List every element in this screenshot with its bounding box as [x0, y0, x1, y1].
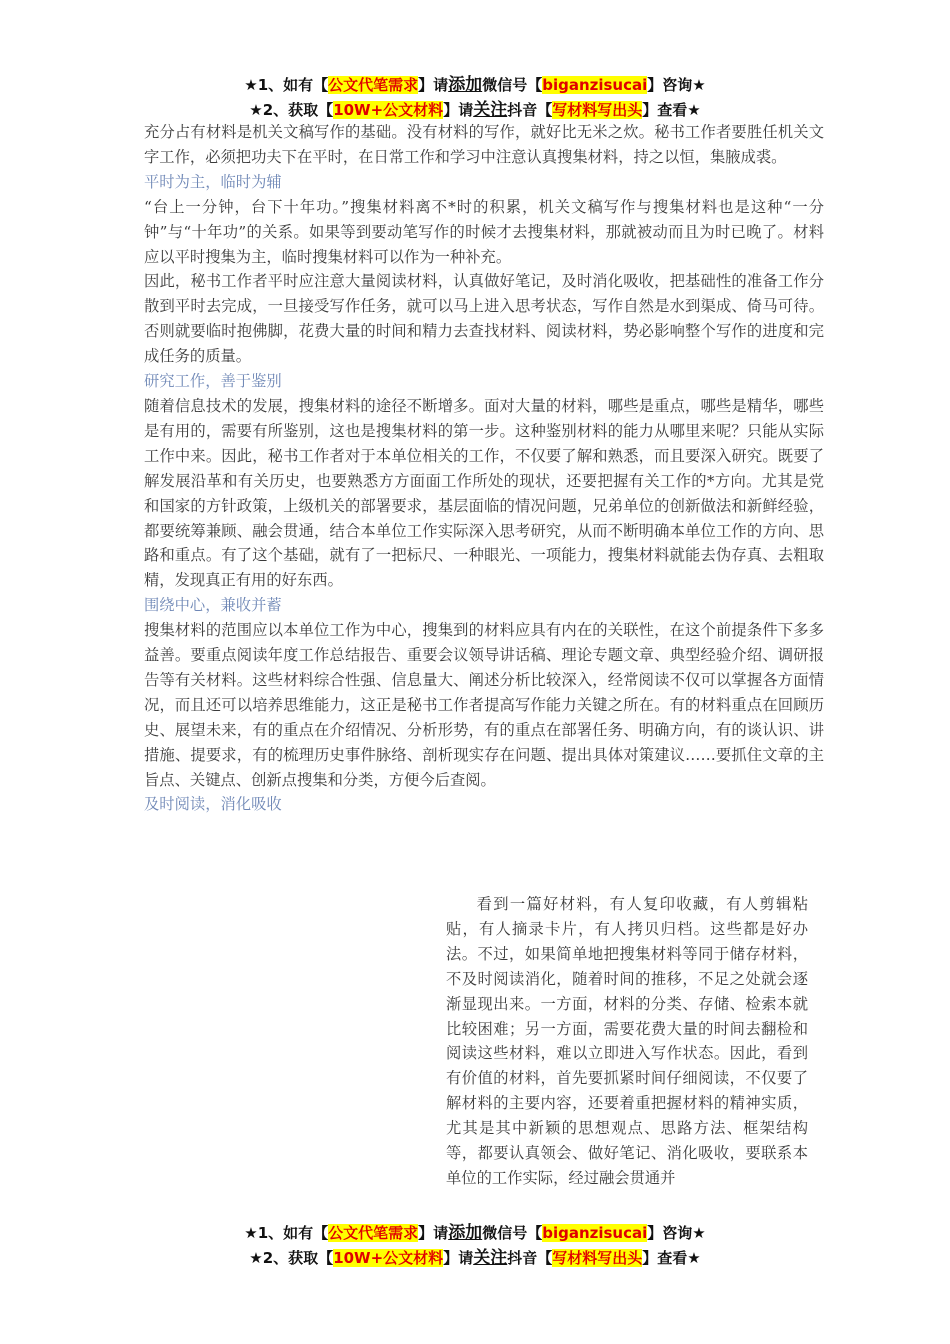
- banner-text: 抖音【: [507, 101, 553, 119]
- banner-text: 】咨询★: [647, 76, 706, 94]
- banner-emphasis: 关注: [473, 1248, 508, 1268]
- banner-wechat-id: biganzisucai: [542, 1224, 648, 1242]
- paragraph: 随着信息技术的发展，搜集材料的途径不断增多。面对大量的材料，哪些是重点，哪些是精华，哪些是有用的，需要有所鉴别，这也是搜集材料的第一步。这种鉴别材料的能力从哪里来呢？只能从实际工作中来。因此，秘书工作者对于本单位相关的工作，不仅要了解和熟悉，而且要深入研究。既要了解发展沿革和有关历史，也要熟悉方方面面工作所处的现状，还要把握有关工作的*方向。尤其是党和国家的方针政策，上级机关的部署要求，基层面临的情况问题，兄弟单位的创新做法和新鲜经验，都要统筹兼顾、融会贯通，结合本单位工作实际深入思考研究，从而不断明确本单位工作的方向、思路和重点。有了这个基础，就有了一把标尺、一种眼光、一项能力，搜集材料就能去伪存真、去粗取精，发现真正有用的好东西。: [144, 396, 824, 590]
- paragraph: 看到一篇好材料，有人复印收藏，有人剪辑粘贴，有人摘录卡片，有人拷贝归档。这些都是好办法。不过，如果简单地把搜集材料等同于储存材料，不及时阅读消化，随着时间的推移，不足之处就会逐渐显现出来。一方面，材料的分类、存储、检索本就比较困难；另一方面，需要花费大量的时间去翻检和阅读这些材料，难以立即进入写作状态。因此，看到有价值的材料，首先要抓紧时间仔细阅读，不仅要了解材料的主要内容，还要着重把握材料的精神实质，尤其是其中新颖的思想观点、思路方法、框架结构等，都要认真领会、做好笔记、消化吸收，要联系本单位的工作实际，经过融会贯通并: [446, 895, 808, 1187]
- banner-highlight: 10W+公文材料: [333, 1249, 444, 1267]
- article-body: [144, 120, 824, 817]
- footer-banner-line-1: [0, 1218, 950, 1243]
- banner-text: ★1、如有【: [244, 76, 329, 94]
- banner-text: 】请: [443, 1249, 474, 1267]
- banner-highlight: 公文代笔需求: [328, 1224, 419, 1242]
- header-banner-line-1: [0, 70, 950, 95]
- section-heading: 及时阅读，消化吸收: [144, 795, 282, 814]
- banner-text: 】查看★: [642, 101, 701, 119]
- section-heading: 围绕中心，兼收并蓄: [144, 596, 282, 615]
- banner-text: 微信号【: [482, 76, 543, 94]
- banner-text: 微信号【: [482, 1224, 543, 1242]
- footer-banner-line-2: [0, 1243, 950, 1268]
- banner-text: ★2、获取【: [249, 1249, 334, 1267]
- banner-text: 】查看★: [642, 1249, 701, 1267]
- intro-paragraph: 充分占有材料是机关文稿写作的基础。没有材料的写作，就好比无米之炊。秘书工作者要胜任机关文字工作，必须把功夫下在平时，在日常工作和学习中注意认真搜集材料，持之以恒，集腋成裘。: [144, 123, 824, 166]
- banner-text: 】咨询★: [647, 1224, 706, 1242]
- banner-douyin-id: 写材料写出头: [552, 101, 643, 119]
- banner-emphasis: 添加: [448, 75, 483, 95]
- banner-text: 】请: [418, 76, 449, 94]
- paragraph: 搜集材料的范围应以本单位工作为中心，搜集到的材料应具有内在的关联性，在这个前提条件下多多益善。要重点阅读年度工作总结报告、重要会议领导讲话稿、理论专题文章、典型经验介绍、调研报告等有关材料。这些材料综合性强、信息量大、阐述分析比较深入，经常阅读不仅可以掌握各方面情况，而且还可以培养思维能力，这正是秘书工作者提高写作能力关键之所在。有的材料重点在回顾历史、展望未来，有的重点在介绍情况、分析形势，有的重点在部署任务、明确方向，有的谈认识、讲措施、提要求，有的梳理历史事件脉络、剖析现实存在问题、提出具体对策建议……要抓住文章的主旨点、关键点、创新点搜集和分类，方便今后查阅。: [144, 621, 824, 789]
- banner-text: 抖音【: [507, 1249, 553, 1267]
- section-heading: 平时为主，临时为辅: [144, 172, 282, 191]
- banner-text: 】请: [418, 1224, 449, 1242]
- right-column-text: [446, 892, 808, 1191]
- banner-text: ★2、获取【: [249, 101, 334, 119]
- paragraph: “台上一分钟，台下十年功。”搜集材料离不*时的积累，机关文稿写作与搜集材料也是这种“一分钟”与“十年功”的关系。如果等到要动笔写作的时候才去搜集材料，那就被动而且为时已晚了。材料应以平时搜集为主，临时搜集材料可以作为一种补充。: [144, 197, 824, 266]
- banner-wechat-id: biganzisucai: [542, 76, 648, 94]
- banner-text: ★1、如有【: [244, 1224, 329, 1242]
- banner-text: 】请: [443, 101, 474, 119]
- paragraph: 因此，秘书工作者平时应注意大量阅读材料，认真做好笔记，及时消化吸收，把基础性的准备工作分散到平时去完成，一旦接受写作任务，就可以马上进入思考状态，写作自然是水到渠成、倚马可待。否则就要临时抱佛脚，花费大量的时间和精力去查找材料、阅读材料，势必影响整个写作的进度和完成任务的质量。: [144, 272, 824, 366]
- section-heading: 研究工作，善于鉴别: [144, 372, 282, 391]
- banner-douyin-id: 写材料写出头: [552, 1249, 643, 1267]
- banner-highlight: 公文代笔需求: [328, 76, 419, 94]
- banner-emphasis: 添加: [448, 1223, 483, 1243]
- banner-emphasis: 关注: [473, 100, 508, 120]
- header-banner-line-2: [0, 95, 950, 120]
- banner-highlight: 10W+公文材料: [333, 101, 444, 119]
